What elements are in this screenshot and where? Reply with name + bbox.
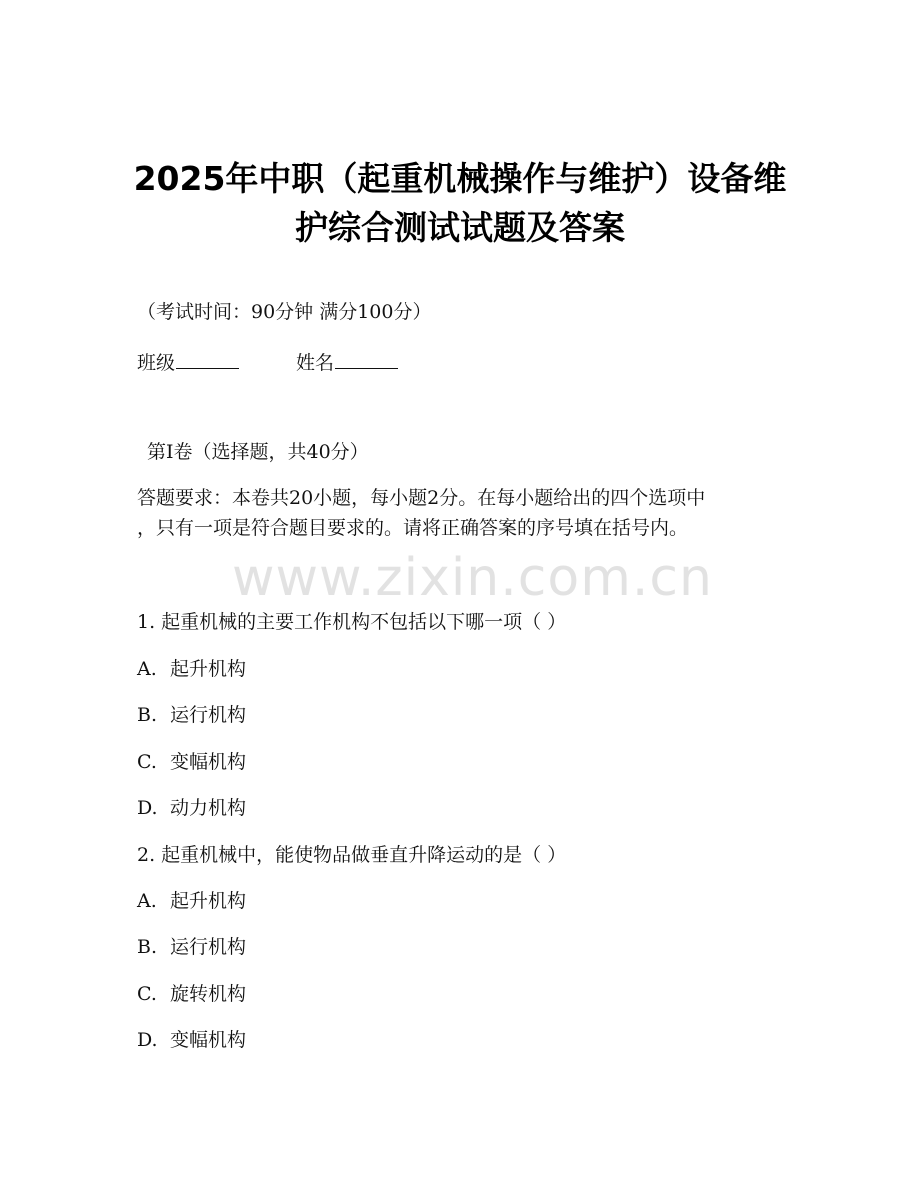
watermark: www.zixin.com.cn	[232, 548, 713, 608]
option-letter: C.	[137, 751, 157, 773]
class-label: 班级	[137, 352, 176, 374]
instructions-line-2: ，只有一项是符合题目要求的。请将正确答案的序号填在括号内。	[137, 517, 689, 539]
question-1-option-d	[137, 799, 246, 818]
option-letter: C.	[137, 983, 157, 1005]
option-letter: D.	[137, 1029, 158, 1051]
question-1-option-c	[137, 753, 246, 772]
option-text: 变幅机构	[170, 1029, 247, 1051]
class-field	[137, 351, 239, 373]
question-2-option-a	[137, 892, 246, 911]
question-2-option-c	[137, 985, 246, 1004]
option-text: 运行机构	[170, 936, 247, 958]
document-title-line-1: 2025年中职（起重机械操作与维护）设备维	[133, 159, 787, 198]
instructions-line-1: 答题要求：本卷共20小题，每小题2分。在每小题给出的四个选项中	[137, 487, 706, 509]
option-text: 运行机构	[170, 704, 247, 726]
question-2-stem: 2. 起重机械中，能使物品做垂直升降运动的是（ ）	[137, 844, 567, 866]
section-heading: 第I卷（选择题，共40分）	[147, 441, 369, 463]
question-2-option-b	[137, 938, 246, 957]
option-letter: B.	[137, 936, 158, 958]
question-1-option-a	[137, 660, 246, 679]
question-1-option-b	[137, 706, 246, 725]
option-letter: B.	[137, 704, 158, 726]
question-1-stem: 1. 起重机械的主要工作机构不包括以下哪一项（ ）	[137, 611, 567, 633]
option-text: 起升机构	[170, 658, 247, 680]
question-2-option-d	[137, 1031, 246, 1050]
option-letter: A.	[137, 890, 157, 912]
exam-info: （考试时间：90分钟 满分100分）	[137, 301, 432, 323]
name-label: 姓名	[296, 352, 335, 374]
option-letter: A.	[137, 658, 157, 680]
name-blank	[335, 351, 398, 369]
option-text: 起升机构	[170, 890, 247, 912]
option-text: 变幅机构	[170, 751, 247, 773]
class-blank	[176, 351, 239, 369]
option-letter: D.	[137, 797, 158, 819]
option-text: 旋转机构	[170, 983, 247, 1005]
document-title-line-2: 护综合测试试题及答案	[295, 208, 625, 247]
option-text: 动力机构	[170, 797, 247, 819]
name-field	[296, 351, 398, 373]
